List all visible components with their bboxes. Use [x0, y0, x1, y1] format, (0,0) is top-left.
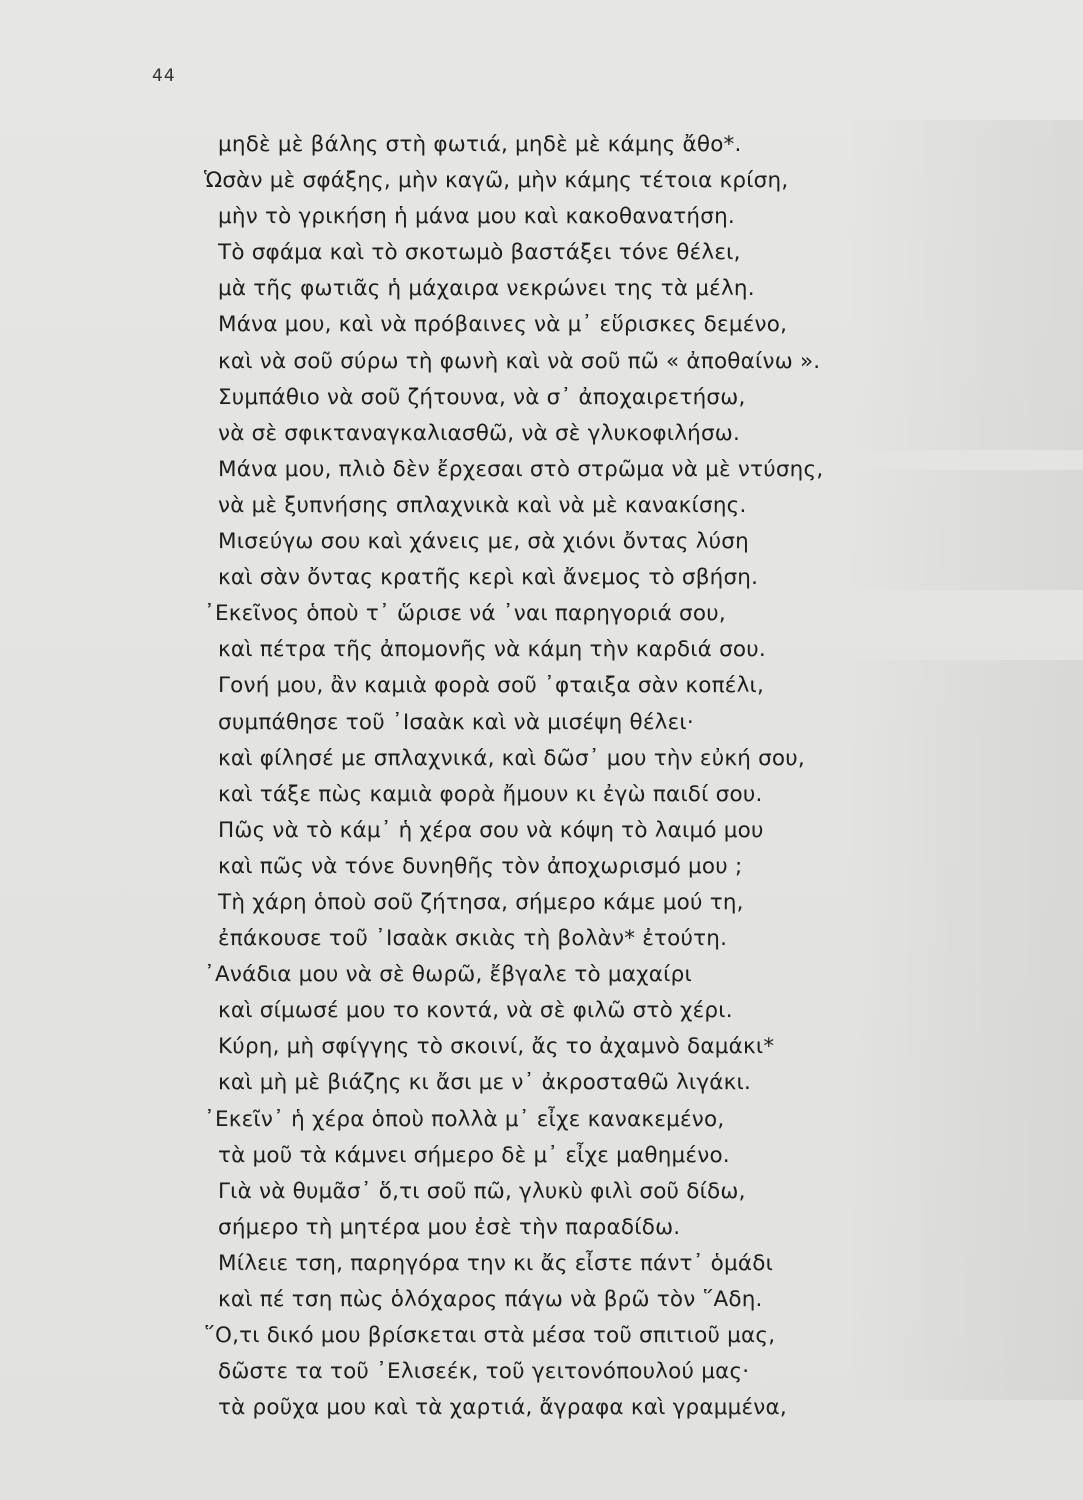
verse-line: Γιὰ νὰ θυμᾶσ᾽ ὅ,τι σοῦ πῶ, γλυκὺ φιλὶ σοῦ δίδω, — [218, 1178, 746, 1204]
verse-line: Τὴ χάρη ὁποὺ σοῦ ζήτησα, σήμερο κάμε μού τη, — [218, 889, 744, 915]
verse-line: καὶ σὰν ὄντας κρατῆς κερὶ καὶ ἄνεμος τὸ σβήση. — [218, 565, 759, 591]
verse-line: συμπάθησε τοῦ ᾽Ισαὰκ καὶ νὰ μισέψη θέλει· — [218, 709, 694, 735]
verse-line: Μίλειε τση, παρηγόρα την κι ἄς εἶστε πάντ᾽ ὁμάδι — [218, 1250, 774, 1276]
verse-line: δῶστε τα τοῦ ᾽Ελισεέκ, τοῦ γειτονόπουλού μας· — [218, 1359, 750, 1385]
verse-line: ᾽Εκεῖν᾽ ἡ χέρα ὁποὺ πολλὰ μ᾽ εἶχε κανακεμένο, — [204, 1106, 725, 1132]
verse-line: καὶ πέ τση πὼς ὁλόχαρος πάγω νὰ βρῶ τὸν ῞Αδη. — [218, 1287, 763, 1312]
verse-line: καὶ πέτρα τῆς ἀπομονῆς νὰ κάμη τὴν καρδιά σου. — [218, 637, 766, 663]
verse-line: Συμπάθιο νὰ σοῦ ζήτουνα, νὰ σ᾽ ἀποχαιρετήσω, — [218, 384, 746, 410]
verse-line: καὶ σίμωσέ μου το κοντά, νὰ σὲ φιλῶ στὸ χέρι. — [218, 998, 733, 1024]
verse-line: μὴν τὸ γρικήση ἡ μάνα μου καὶ κακοθανατήση. — [218, 204, 735, 230]
verse-line: Γονή μου, ἂν καμιὰ φορὰ σοῦ ᾽φταιξα σὰν κοπέλι, — [218, 673, 764, 699]
verse-line: Μάνα μου, πλιὸ δὲν ἔρχεσαι στὸ στρῶμα νὰ μὲ ντύσης, — [218, 456, 824, 482]
verse-line: Ὡσὰν μὲ σφάξης, μὴν καγῶ, μὴν κάμης τέτοια κρίση, — [204, 168, 789, 194]
verse-line: νὰ μὲ ξυπνήσης σπλαχνικὰ καὶ νὰ μὲ κανακίσης. — [218, 492, 747, 518]
verse-line: Μισεύγω σου καὶ χάνεις με, σὰ χιόνι ὄντας λύση — [218, 529, 749, 555]
verse-line: καὶ πῶς νὰ τόνε δυνηθῆς τὸν ἀποχωρισμό μου ; — [218, 853, 743, 879]
verse-line: Τὸ σφάμα καὶ τὸ σκοτωμὸ βαστάξει τόνε θέλει, — [218, 240, 741, 266]
verse-line: καὶ φίλησέ με σπλαχνικά, καὶ δῶσ᾽ μου τὴν εὐκή σου, — [218, 745, 805, 771]
verse-line: σήμερο τὴ μητέρα μου ἐσὲ τὴν παραδίδω. — [218, 1214, 681, 1240]
page-number: 44 — [152, 66, 176, 86]
verse-line: ᾽Ανάδια μου νὰ σὲ θωρῶ, ἔβγαλε τὸ μαχαίρι — [204, 962, 692, 988]
verse-line: ᾽Εκεῖνος ὁποὺ τ᾽ ὥρισε νά ᾽ναι παρηγοριά σου, — [204, 601, 726, 627]
verse-line: καὶ νὰ σοῦ σύρω τὴ φωνὴ καὶ νὰ σοῦ πῶ « ἀποθαίνω ». — [218, 348, 821, 374]
verse-line: καὶ τάξε πὼς καμιὰ φορὰ ἤμουν κι ἐγὼ παιδί σου. — [218, 781, 763, 807]
verse-line: ῞Ο,τι δικό μου βρίσκεται στὰ μέσα τοῦ σπιτιοῦ μας, — [204, 1323, 776, 1349]
verse-line: μηδὲ μὲ βάλης στὴ φωτιά, μηδὲ μὲ κάμης ἄθο*. — [218, 132, 742, 157]
verse-line: Μάνα μου, καὶ νὰ πρόβαινες νὰ μ᾽ εὕρισκες δεμένο, — [218, 312, 788, 338]
verse-line: Πῶς νὰ τὸ κάμ᾽ ἡ χέρα σου νὰ κόψη τὸ λαιμό μου — [218, 817, 764, 843]
poem-text — [200, 127, 920, 1426]
verse-line: τὰ ροῦχα μου καὶ τὰ χαρτιά, ἄγραφα καὶ γραμμένα, — [218, 1395, 787, 1421]
verse-line: τὰ μοῦ τὰ κάμνει σήμερο δὲ μ᾽ εἶχε μαθημένο. — [218, 1142, 730, 1168]
verse-line: μὰ τῆς φωτιᾶς ἡ μάχαιρα νεκρώνει της τὰ μέλη. — [218, 276, 755, 302]
verse-line: Κύρη, μὴ σφίγγης τὸ σκοινί, ἄς το ἀχαμνὸ δαμάκι* — [218, 1034, 775, 1060]
verse-line: ἐπάκουσε τοῦ ᾽Ισαὰκ σκιὰς τὴ βολὰν* ἐτούτη. — [218, 926, 728, 952]
verse-line: καὶ μὴ μὲ βιάζης κι ἄσι με ν᾽ ἀκροσταθῶ λιγάκι. — [218, 1070, 752, 1096]
verse-line: νὰ σὲ σφικταναγκαλιασθῶ, νὰ σὲ γλυκοφιλήσω. — [218, 420, 741, 446]
